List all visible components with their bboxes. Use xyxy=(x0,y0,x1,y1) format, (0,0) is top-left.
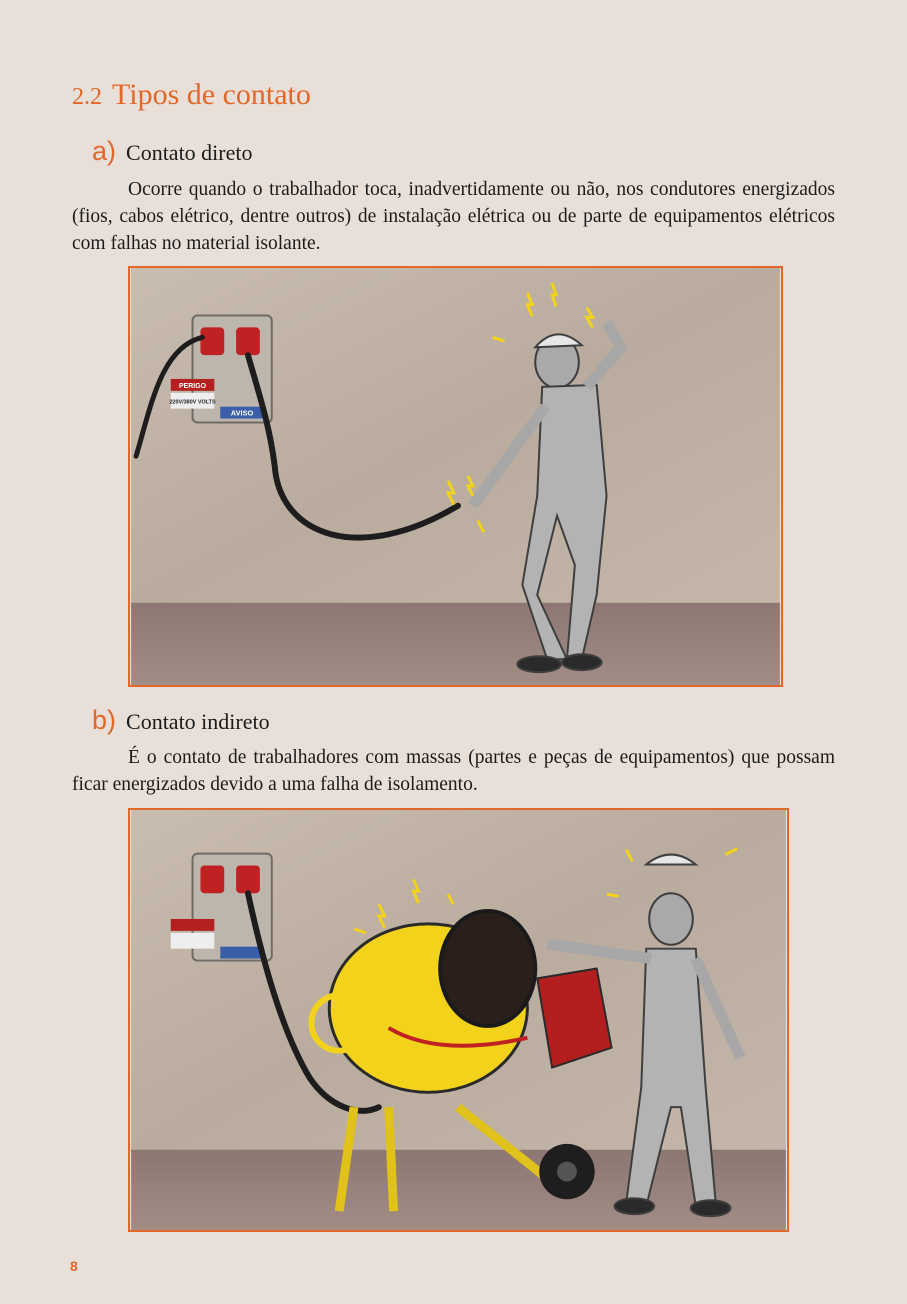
floor xyxy=(131,1150,786,1230)
subsection-b-letter: b) xyxy=(92,705,117,735)
subsection-a-heading xyxy=(92,136,253,167)
subsection-b-text: É o contato de trabalhadores com massas (partes e peças de equipamentos) que possam ficar energizados devido a uma falha de isolamento. xyxy=(72,747,835,795)
subsection-b-paragraph xyxy=(72,744,835,798)
warning-label: AVISO xyxy=(230,408,254,418)
subsection-b-title: Contato indireto xyxy=(126,709,270,734)
section-number: 2.2 xyxy=(72,84,102,110)
subsection-a-title: Contato direto xyxy=(126,140,253,165)
page-number: 8 xyxy=(70,1258,78,1274)
subsection-a-text: Ocorre quando o trabalhador toca, inadvertidamente ou não, nos condutores energizados (fios, cabos elétrico, dentre outros) de instalação elétrica ou de parte de equipamentos elétricos com falhas no material isolante. xyxy=(72,179,835,254)
section-title-text: Tipos de contato xyxy=(112,78,311,111)
direct-contact-illustration xyxy=(130,268,781,685)
section-title xyxy=(72,78,311,112)
indirect-contact-illustration xyxy=(130,810,787,1230)
subsection-a-letter: a) xyxy=(92,136,117,166)
figure-direct-contact xyxy=(128,266,783,687)
voltage-label: 220V/380V VOLTS xyxy=(169,399,216,406)
figure-indirect-contact xyxy=(128,808,789,1232)
subsection-b-heading xyxy=(92,705,270,736)
subsection-a-paragraph xyxy=(72,176,835,257)
floor xyxy=(131,603,780,685)
danger-label: PERIGO xyxy=(179,382,206,390)
